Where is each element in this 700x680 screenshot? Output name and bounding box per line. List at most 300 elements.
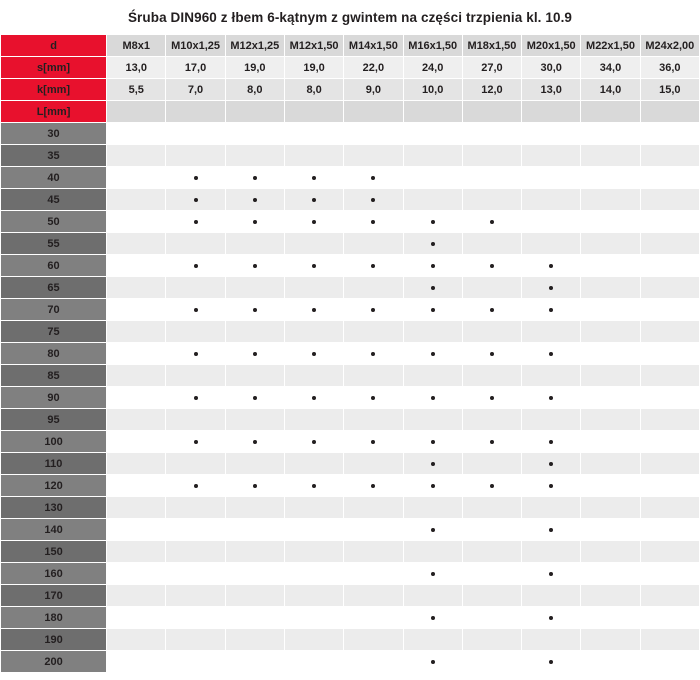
availability-cell	[284, 255, 343, 277]
availability-dot-icon	[549, 572, 553, 576]
availability-dot-icon	[549, 264, 553, 268]
availability-cell	[403, 519, 462, 541]
availability-dot-icon	[312, 396, 316, 400]
availability-cell	[403, 453, 462, 475]
l-header-blank-cell	[107, 101, 166, 123]
availability-dot-icon	[549, 660, 553, 664]
availability-cell	[284, 541, 343, 563]
availability-cell	[462, 453, 521, 475]
s-value-cell: 36,0	[640, 57, 699, 79]
availability-cell	[581, 607, 640, 629]
availability-dot-icon	[194, 220, 198, 224]
table-row	[1, 277, 700, 299]
availability-cell	[344, 497, 403, 519]
availability-cell	[107, 519, 166, 541]
availability-cell	[403, 123, 462, 145]
availability-dot-icon	[312, 440, 316, 444]
availability-cell	[640, 629, 699, 651]
availability-dot-icon	[312, 352, 316, 356]
availability-dot-icon	[253, 176, 257, 180]
table-row	[1, 475, 700, 497]
availability-dot-icon	[194, 198, 198, 202]
availability-cell	[640, 123, 699, 145]
k-value-cell: 8,0	[225, 79, 284, 101]
availability-cell	[640, 255, 699, 277]
availability-cell	[640, 497, 699, 519]
availability-cell	[284, 343, 343, 365]
availability-cell	[462, 277, 521, 299]
availability-cell	[344, 431, 403, 453]
availability-cell	[284, 563, 343, 585]
availability-cell	[640, 431, 699, 453]
table-row	[1, 563, 700, 585]
availability-cell	[581, 563, 640, 585]
availability-cell	[225, 409, 284, 431]
table-header-row	[1, 35, 700, 57]
availability-dot-icon	[371, 198, 375, 202]
length-label: 65	[1, 277, 107, 299]
length-label: 150	[1, 541, 107, 563]
availability-cell	[462, 299, 521, 321]
availability-cell	[225, 299, 284, 321]
availability-dot-icon	[549, 484, 553, 488]
availability-cell	[462, 563, 521, 585]
availability-cell	[284, 585, 343, 607]
availability-cell	[581, 651, 640, 673]
availability-cell	[225, 123, 284, 145]
availability-cell	[403, 365, 462, 387]
availability-cell	[581, 629, 640, 651]
availability-cell	[403, 255, 462, 277]
availability-cell	[640, 233, 699, 255]
availability-cell	[107, 255, 166, 277]
availability-cell	[225, 607, 284, 629]
l-header-blank-cell	[166, 101, 225, 123]
availability-cell	[522, 541, 581, 563]
availability-dot-icon	[490, 220, 494, 224]
availability-cell	[166, 277, 225, 299]
availability-cell	[462, 167, 521, 189]
availability-cell	[284, 409, 343, 431]
availability-dot-icon	[549, 352, 553, 356]
availability-cell	[225, 585, 284, 607]
availability-dot-icon	[371, 352, 375, 356]
availability-cell	[107, 189, 166, 211]
availability-cell	[522, 387, 581, 409]
availability-cell	[640, 651, 699, 673]
availability-dot-icon	[490, 352, 494, 356]
availability-dot-icon	[194, 352, 198, 356]
availability-dot-icon	[253, 352, 257, 356]
k-value-cell: 10,0	[403, 79, 462, 101]
availability-cell	[462, 343, 521, 365]
availability-cell	[344, 321, 403, 343]
availability-cell	[403, 409, 462, 431]
availability-cell	[581, 321, 640, 343]
availability-dot-icon	[549, 308, 553, 312]
availability-cell	[522, 365, 581, 387]
availability-cell	[581, 255, 640, 277]
availability-cell	[107, 651, 166, 673]
availability-cell	[225, 519, 284, 541]
availability-cell	[344, 651, 403, 673]
availability-cell	[581, 299, 640, 321]
availability-cell	[581, 585, 640, 607]
length-label: 80	[1, 343, 107, 365]
s-value-cell: 17,0	[166, 57, 225, 79]
table-row-k	[1, 79, 700, 101]
availability-cell	[166, 387, 225, 409]
availability-dot-icon	[431, 396, 435, 400]
availability-cell	[522, 233, 581, 255]
k-value-cell: 12,0	[462, 79, 521, 101]
availability-cell	[166, 563, 225, 585]
row-header-l: L[mm]	[1, 101, 107, 123]
length-label: 170	[1, 585, 107, 607]
availability-cell	[462, 189, 521, 211]
availability-cell	[640, 365, 699, 387]
length-label: 40	[1, 167, 107, 189]
availability-dot-icon	[431, 242, 435, 246]
availability-cell	[166, 519, 225, 541]
availability-cell	[225, 563, 284, 585]
availability-cell	[581, 343, 640, 365]
availability-cell	[166, 585, 225, 607]
availability-cell	[166, 233, 225, 255]
availability-dot-icon	[371, 440, 375, 444]
availability-cell	[522, 321, 581, 343]
availability-cell	[166, 255, 225, 277]
availability-cell	[166, 541, 225, 563]
availability-cell	[522, 343, 581, 365]
availability-cell	[344, 387, 403, 409]
availability-dot-icon	[490, 440, 494, 444]
availability-cell	[522, 497, 581, 519]
availability-cell	[344, 211, 403, 233]
availability-cell	[166, 497, 225, 519]
row-header-s: s[mm]	[1, 57, 107, 79]
length-label: 70	[1, 299, 107, 321]
availability-dot-icon	[312, 198, 316, 202]
availability-cell	[462, 431, 521, 453]
availability-dot-icon	[431, 286, 435, 290]
availability-cell	[403, 343, 462, 365]
availability-cell	[284, 519, 343, 541]
availability-cell	[462, 629, 521, 651]
availability-cell	[522, 563, 581, 585]
row-header-d: d	[1, 35, 107, 57]
column-header: M14x1,50	[344, 35, 403, 57]
availability-cell	[581, 519, 640, 541]
availability-cell	[462, 541, 521, 563]
availability-cell	[225, 651, 284, 673]
availability-dot-icon	[431, 440, 435, 444]
table-row	[1, 233, 700, 255]
availability-cell	[166, 167, 225, 189]
availability-cell	[166, 211, 225, 233]
availability-dot-icon	[312, 176, 316, 180]
availability-cell	[225, 277, 284, 299]
availability-dot-icon	[431, 220, 435, 224]
availability-cell	[107, 365, 166, 387]
availability-cell	[344, 233, 403, 255]
availability-cell	[284, 387, 343, 409]
availability-cell	[284, 431, 343, 453]
availability-cell	[284, 497, 343, 519]
table-row	[1, 387, 700, 409]
availability-cell	[225, 453, 284, 475]
availability-cell	[640, 409, 699, 431]
availability-cell	[225, 497, 284, 519]
availability-cell	[462, 233, 521, 255]
k-value-cell: 13,0	[522, 79, 581, 101]
availability-dot-icon	[312, 308, 316, 312]
availability-cell	[344, 167, 403, 189]
availability-cell	[107, 629, 166, 651]
availability-cell	[225, 343, 284, 365]
availability-dot-icon	[253, 440, 257, 444]
availability-dot-icon	[490, 484, 494, 488]
row-header-k: k[mm]	[1, 79, 107, 101]
availability-cell	[403, 497, 462, 519]
availability-cell	[462, 585, 521, 607]
availability-cell	[225, 629, 284, 651]
availability-cell	[462, 475, 521, 497]
availability-cell	[640, 145, 699, 167]
availability-dot-icon	[194, 440, 198, 444]
s-value-cell: 24,0	[403, 57, 462, 79]
column-header: M20x1,50	[522, 35, 581, 57]
availability-cell	[225, 189, 284, 211]
availability-cell	[166, 145, 225, 167]
availability-cell	[581, 541, 640, 563]
table-row	[1, 497, 700, 519]
availability-cell	[403, 277, 462, 299]
availability-cell	[640, 387, 699, 409]
l-header-blank-cell	[522, 101, 581, 123]
availability-dot-icon	[194, 308, 198, 312]
availability-dot-icon	[371, 264, 375, 268]
length-label: 130	[1, 497, 107, 519]
availability-cell	[284, 167, 343, 189]
table-row	[1, 321, 700, 343]
table-row	[1, 255, 700, 277]
table-row	[1, 123, 700, 145]
availability-cell	[225, 255, 284, 277]
availability-cell	[166, 607, 225, 629]
table-row	[1, 651, 700, 673]
availability-cell	[166, 453, 225, 475]
availability-cell	[225, 431, 284, 453]
availability-cell	[344, 475, 403, 497]
availability-cell	[284, 651, 343, 673]
availability-dot-icon	[253, 220, 257, 224]
availability-cell	[284, 233, 343, 255]
availability-cell	[225, 211, 284, 233]
availability-cell	[225, 541, 284, 563]
availability-dot-icon	[371, 308, 375, 312]
availability-cell	[225, 167, 284, 189]
availability-dot-icon	[194, 264, 198, 268]
availability-cell	[344, 607, 403, 629]
k-value-cell: 14,0	[581, 79, 640, 101]
column-header: M10x1,25	[166, 35, 225, 57]
l-header-blank-cell	[344, 101, 403, 123]
availability-cell	[581, 211, 640, 233]
s-value-cell: 27,0	[462, 57, 521, 79]
table-row	[1, 431, 700, 453]
availability-cell	[403, 563, 462, 585]
availability-dot-icon	[549, 396, 553, 400]
length-label: 75	[1, 321, 107, 343]
availability-dot-icon	[490, 264, 494, 268]
availability-cell	[107, 343, 166, 365]
availability-cell	[640, 607, 699, 629]
availability-cell	[640, 167, 699, 189]
availability-cell	[640, 453, 699, 475]
availability-dot-icon	[431, 572, 435, 576]
availability-cell	[284, 629, 343, 651]
availability-cell	[284, 607, 343, 629]
availability-cell	[344, 365, 403, 387]
availability-cell	[522, 211, 581, 233]
availability-cell	[107, 233, 166, 255]
availability-cell	[640, 321, 699, 343]
length-label: 100	[1, 431, 107, 453]
s-value-cell: 19,0	[284, 57, 343, 79]
availability-dot-icon	[371, 220, 375, 224]
availability-cell	[166, 475, 225, 497]
column-header: M16x1,50	[403, 35, 462, 57]
availability-cell	[522, 629, 581, 651]
availability-cell	[581, 277, 640, 299]
availability-dot-icon	[253, 264, 257, 268]
availability-dot-icon	[549, 440, 553, 444]
column-header: M8x1	[107, 35, 166, 57]
availability-cell	[403, 431, 462, 453]
availability-cell	[640, 299, 699, 321]
availability-cell	[403, 607, 462, 629]
availability-cell	[640, 475, 699, 497]
availability-cell	[522, 431, 581, 453]
availability-cell	[522, 453, 581, 475]
availability-cell	[225, 387, 284, 409]
availability-cell	[640, 211, 699, 233]
availability-cell	[284, 277, 343, 299]
availability-cell	[522, 123, 581, 145]
availability-cell	[403, 475, 462, 497]
availability-cell	[403, 189, 462, 211]
availability-cell	[403, 167, 462, 189]
availability-cell	[166, 321, 225, 343]
table-row-s	[1, 57, 700, 79]
l-header-blank-cell	[581, 101, 640, 123]
k-value-cell: 5,5	[107, 79, 166, 101]
k-value-cell: 9,0	[344, 79, 403, 101]
column-header: M24x2,00	[640, 35, 699, 57]
length-label: 200	[1, 651, 107, 673]
availability-cell	[344, 299, 403, 321]
availability-cell	[344, 563, 403, 585]
s-value-cell: 13,0	[107, 57, 166, 79]
availability-dot-icon	[312, 220, 316, 224]
availability-cell	[403, 145, 462, 167]
table-row	[1, 607, 700, 629]
availability-dot-icon	[431, 308, 435, 312]
availability-cell	[284, 453, 343, 475]
availability-dot-icon	[253, 308, 257, 312]
availability-cell	[166, 189, 225, 211]
availability-cell	[462, 651, 521, 673]
availability-dot-icon	[549, 616, 553, 620]
l-header-blank-cell	[284, 101, 343, 123]
availability-cell	[403, 211, 462, 233]
availability-cell	[403, 233, 462, 255]
l-header-blank-cell	[403, 101, 462, 123]
availability-cell	[462, 211, 521, 233]
availability-cell	[166, 343, 225, 365]
availability-cell	[166, 431, 225, 453]
availability-cell	[166, 299, 225, 321]
availability-dot-icon	[431, 352, 435, 356]
length-label: 90	[1, 387, 107, 409]
availability-cell	[403, 321, 462, 343]
availability-cell	[581, 365, 640, 387]
availability-cell	[462, 123, 521, 145]
availability-dot-icon	[549, 462, 553, 466]
column-header: M22x1,50	[581, 35, 640, 57]
s-value-cell: 19,0	[225, 57, 284, 79]
availability-cell	[166, 123, 225, 145]
availability-dot-icon	[549, 528, 553, 532]
s-value-cell: 22,0	[344, 57, 403, 79]
column-header: M18x1,50	[462, 35, 521, 57]
length-label: 110	[1, 453, 107, 475]
availability-cell	[225, 365, 284, 387]
k-value-cell: 8,0	[284, 79, 343, 101]
column-header: M12x1,50	[284, 35, 343, 57]
availability-cell	[581, 453, 640, 475]
availability-dot-icon	[431, 264, 435, 268]
availability-cell	[344, 585, 403, 607]
availability-cell	[581, 497, 640, 519]
availability-cell	[166, 651, 225, 673]
availability-cell	[107, 497, 166, 519]
availability-cell	[581, 475, 640, 497]
availability-cell	[225, 145, 284, 167]
availability-cell	[522, 607, 581, 629]
availability-cell	[344, 189, 403, 211]
specification-table	[0, 34, 700, 673]
availability-dot-icon	[431, 528, 435, 532]
availability-cell	[284, 321, 343, 343]
s-value-cell: 34,0	[581, 57, 640, 79]
table-row	[1, 343, 700, 365]
availability-cell	[640, 519, 699, 541]
availability-dot-icon	[194, 396, 198, 400]
availability-cell	[225, 321, 284, 343]
availability-cell	[107, 387, 166, 409]
availability-cell	[403, 629, 462, 651]
length-label: 35	[1, 145, 107, 167]
table-row	[1, 409, 700, 431]
availability-cell	[462, 409, 521, 431]
length-label: 85	[1, 365, 107, 387]
s-value-cell: 30,0	[522, 57, 581, 79]
availability-cell	[581, 409, 640, 431]
l-header-blank-cell	[225, 101, 284, 123]
availability-cell	[522, 145, 581, 167]
